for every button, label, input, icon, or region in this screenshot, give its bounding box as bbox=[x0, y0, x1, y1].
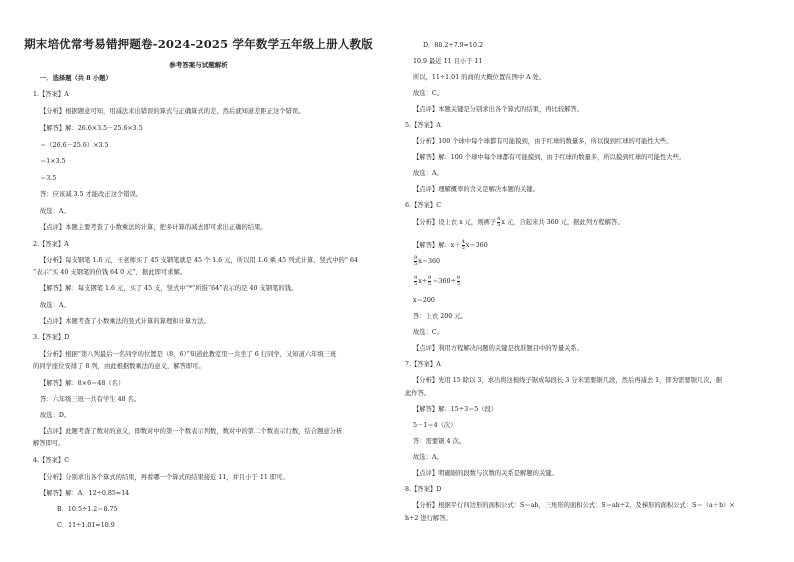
q7-comment: 【点评】明确锯的段数与次数的关系是解题的关键。 bbox=[413, 470, 558, 477]
q4-option-c: C．11÷1.01≈10.9 bbox=[57, 522, 115, 529]
fraction-four-fifths: $\frac{4}{5}$ bbox=[497, 216, 501, 228]
q6-analysis: 【分析】设上衣 x 元，则裤子 $\frac{4}{5}$ x 元，合起来共 360 元，据此列方程解答。 bbox=[413, 216, 624, 228]
q7-analysis: 【分析】先用 15 除以 3，求出将这根线子锯成每段长 3 分米需要锯几段，然后再减去 1，即为需要锯几次，据 bbox=[413, 377, 723, 384]
q5-analysis: 【分析】100 个球中每个球都有可能摸到，由于红球的数量多，所以摸到红球的可能性大些。 bbox=[413, 138, 673, 145]
q5-comment: 【点评】理解概率的含义是解决本题的关键。 bbox=[413, 186, 539, 193]
q4-answer: 4.【答案】C bbox=[33, 457, 70, 464]
q1-choice: 故选：A。 bbox=[40, 208, 70, 215]
q1-answer: 1.【答案】A bbox=[33, 91, 69, 98]
q5-answer: 5.【答案】A bbox=[405, 122, 441, 129]
q4-option-b: B．10.5÷1.2＝8.75 bbox=[57, 506, 118, 513]
q1-step: ＝1×3.5 bbox=[40, 158, 66, 165]
q4-solution: 【解答】解：A．12÷0.85≈14 bbox=[40, 490, 130, 497]
q3-conclusion: 答：六年级三班一共有学生 48 名。 bbox=[40, 396, 141, 403]
q3-comment: 【点评】此题考查了数对的意义，即数对中的第一个数表示列数，数对中的第二个数表示行数，结合题意分析 bbox=[40, 428, 343, 435]
q7-conclusion: 答：需要锯 4 次。 bbox=[413, 438, 466, 445]
q7-step: 5－1＝4（次） bbox=[413, 422, 457, 429]
fraction-nine-fifths: $\frac{9}{5}$ bbox=[414, 275, 418, 287]
q6-solution: 【解答】解：x＋ $\frac{4}{5}$ x＝360 bbox=[413, 239, 488, 251]
q8-answer: 8.【答案】D bbox=[405, 486, 442, 493]
q6-step-3: x＝200 bbox=[413, 297, 435, 304]
q4-compare: 10.9 最近 11 且小于 11 bbox=[413, 58, 483, 65]
q5-solution: 【解答】解：100 个球中每个球都有可能摸到，由于红球的数量多，所以摸到红球的可能性大些。 bbox=[413, 154, 686, 161]
q3-analysis: 【分析】根据“第八列最后一名同学的位置是（8，6）”知道此教室里一共坐了 6 行同学，又知道六年级三班 bbox=[40, 351, 337, 358]
q1-comment: 【点评】本题主要考查了小数乘法的计算，把多计算的减去即可求出正确的结果。 bbox=[40, 224, 267, 231]
q2-comment: 【点评】本题考查了小数乘法的竖式计算的算理和计算方法。 bbox=[40, 318, 211, 325]
q3-analysis-cont: 的同学座位安排了 8 列，由此根据数乘法的意义，解答即可。 bbox=[33, 363, 205, 370]
q1-analysis: 【分析】根据题意可知，用减法来出错误的算式与正确算式的差，然后就知道差距正这个错误。 bbox=[40, 108, 305, 115]
q7-analysis-cont: 此作答。 bbox=[405, 390, 431, 397]
q7-answer: 7.【答案】A bbox=[405, 361, 441, 368]
q6-answer: 6.【答案】C bbox=[405, 202, 442, 209]
page-title: 期末培优常考易错押题卷-2024-2025 学年数学五年级上册人教版 bbox=[24, 37, 373, 51]
fraction-nine-fifths: $\frac{9}{5}$ bbox=[414, 255, 418, 267]
q6-choice: 故选：C。 bbox=[413, 329, 444, 336]
q1-conclusion: 答：应该减 3.5 才能改正这个错误。 bbox=[40, 191, 143, 198]
section-heading: 一．选择题（共 8 小题） bbox=[40, 75, 112, 82]
q7-choice: 故选：A。 bbox=[413, 454, 443, 461]
q1-solution: 【解答】解：26.6×3.5－25.6×3.5 bbox=[40, 125, 143, 132]
q1-step: ＝3.5 bbox=[40, 175, 57, 182]
q4-choice: 故选：C。 bbox=[413, 90, 444, 97]
q6-comment: 【点评】利用方程解决问题的关键是找准题目中的等量关系。 bbox=[413, 345, 584, 352]
q5-choice: 故选：A。 bbox=[413, 170, 443, 177]
q7-solution: 【解答】解：15÷3＝5（段） bbox=[413, 406, 498, 413]
fraction-nine-fifths: $\frac{9}{5}$ bbox=[428, 275, 432, 287]
q4-analysis: 【分析】分别求出各个算式的结果，再看哪一个算式的结果接近 11，并且小于 11 即可。 bbox=[40, 474, 289, 481]
q2-choice: 故选：A。 bbox=[40, 302, 70, 309]
q2-solution: 【解答】解：每支钢笔 1.6 元，买了 45 支，竖式中“*”所指“64”表示的是 40 支钢笔的钱。 bbox=[40, 285, 298, 292]
fraction-four-fifths: $\frac{4}{5}$ bbox=[461, 239, 465, 251]
q8-analysis-cont: h÷2 进行解答。 bbox=[405, 515, 452, 522]
q6-conclusion: 答：上衣 200 元。 bbox=[413, 313, 467, 320]
q3-answer: 3.【答案】D bbox=[33, 334, 70, 341]
q8-analysis: 【分析】根据平行四边形的面积公式：S＝ah，三角形的面积公式：S＝ah÷2，及梯形的面积公式：S＝（a＋b）× bbox=[413, 502, 735, 509]
q2-answer: 2.【答案】A bbox=[33, 241, 69, 248]
q4-comment: 【点评】本题关键是分别求出各个算式的结果，再比较解答。 bbox=[413, 106, 584, 113]
q3-choice: 故选：D。 bbox=[40, 412, 71, 419]
q3-comment-cont: 解答即可。 bbox=[33, 440, 65, 447]
q1-step: ＝（26.6－25.6）×3.5 bbox=[40, 142, 109, 149]
q4-option-d: D．80.2÷7.9≈10.2 bbox=[423, 42, 483, 49]
q6-step-2: $\frac{9}{5}$ x÷ $\frac{9}{5}$ ＝360÷ $\frac{9}{5}$ bbox=[414, 275, 460, 287]
q4-position: 所以，11÷1.01 的商的大概位置在图中 A 处。 bbox=[413, 74, 546, 81]
fraction-nine-fifths: $\frac{9}{5}$ bbox=[456, 275, 460, 287]
page-subtitle: 参考答案与试题解析 bbox=[169, 61, 228, 69]
q3-solution: 【解答】解：8×6＝48（名） bbox=[40, 380, 125, 387]
q6-step-1: $\frac{9}{5}$ x＝360 bbox=[414, 255, 441, 267]
q2-analysis-cont: ”表示“买 40 支钢笔的价钱 64 0 元”，据此即可求解。 bbox=[33, 269, 187, 276]
q2-analysis: 【分析】每支钢笔 1.6 元，王老师买了 45 支钢笔就是 45 个 1.6 元，所以用 1.6 乘 45 列式计算，竖式中的“ 64 bbox=[40, 257, 359, 264]
